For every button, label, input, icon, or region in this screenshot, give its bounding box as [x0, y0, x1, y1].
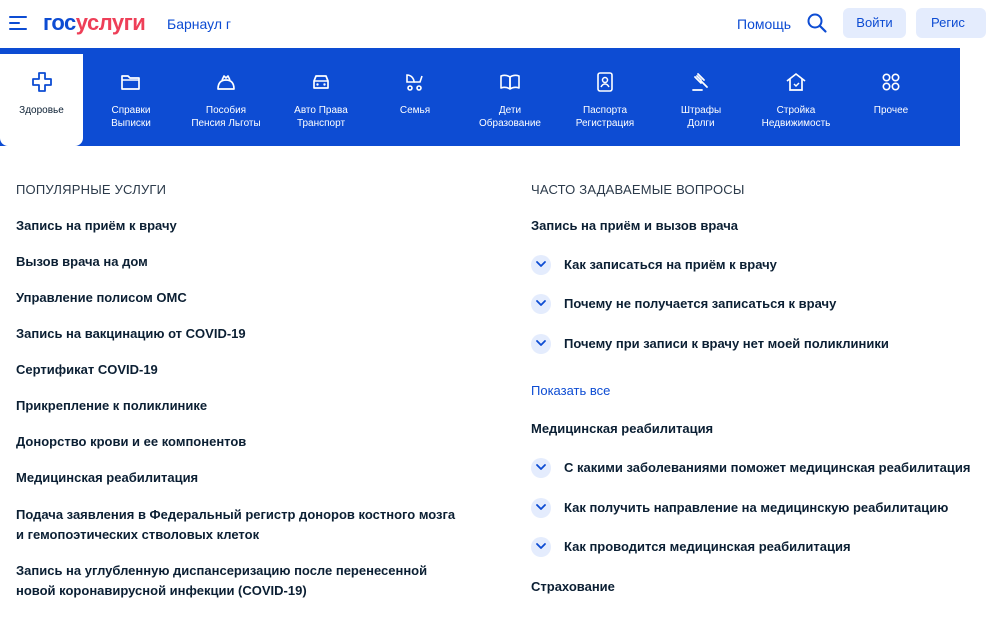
gavel-icon — [689, 70, 713, 94]
service-link[interactable]: Управление полисом ОМС — [16, 290, 187, 305]
nav-item-label: Семья — [399, 105, 431, 116]
logo[interactable] — [43, 10, 145, 36]
nav-item-label: Дети Образование — [479, 105, 541, 129]
service-link[interactable]: Прикрепление к поликлинике — [16, 398, 208, 413]
nav-item-auto[interactable] — [280, 48, 362, 146]
service-link[interactable]: Запись на вакцинацию от COVID-19 — [16, 326, 246, 341]
chevron-down-icon — [531, 334, 551, 354]
register-button[interactable]: Регис — [916, 8, 986, 38]
nav-item-health[interactable] — [0, 54, 83, 146]
service-link[interactable]: Сертификат COVID-19 — [16, 362, 158, 377]
service-link[interactable]: Запись на приём к врачу — [16, 218, 177, 233]
popular-services-title: ПОПУЛЯРНЫЕ УСЛУГИ — [16, 182, 167, 197]
folder-icon — [119, 70, 143, 94]
nav-item-certificates[interactable] — [90, 48, 172, 146]
stroller-icon — [403, 70, 427, 94]
car-icon — [309, 70, 333, 94]
chevron-down-icon — [531, 498, 551, 518]
chevron-down-icon — [531, 458, 551, 478]
nav-item-label: Здоровье — [19, 105, 64, 116]
faq-question-text: Как получить направление на медицинскую реабилитацию — [564, 500, 949, 515]
faq-group-title: Медицинская реабилитация — [531, 421, 714, 436]
nav-item-label: Стройка Недвижимость — [761, 105, 831, 129]
passport-icon — [593, 70, 617, 94]
house-icon — [784, 70, 808, 94]
wallet-icon — [214, 70, 238, 94]
chevron-down-icon — [531, 255, 551, 275]
service-link[interactable]: Медицинская реабилитация — [16, 470, 199, 485]
search-icon[interactable] — [806, 12, 828, 34]
faq-question-text: С какими заболеваниями поможет медицинская реабилитация — [564, 460, 971, 475]
chevron-down-icon — [531, 294, 551, 314]
faq-title: ЧАСТО ЗАДАВАЕМЫЕ ВОПРОСЫ — [531, 182, 745, 197]
grid-icon — [879, 70, 903, 94]
faq-question-text: Почему при записи к врачу нет моей поликлиники — [564, 336, 889, 351]
nav-item-family[interactable] — [374, 48, 456, 146]
category-nav — [0, 48, 960, 146]
nav-item-children[interactable] — [468, 48, 552, 146]
login-button[interactable]: Войти — [843, 8, 906, 38]
service-link[interactable]: Запись на углубленную диспансеризацию после перенесенной новой коронавирусной инфекции (COVID-19) — [16, 563, 428, 598]
logo-part-gos: гос — [43, 10, 76, 35]
nav-item-realty[interactable] — [752, 48, 840, 146]
faq-group-title: Запись на приём и вызов врача — [531, 218, 738, 233]
city-selector[interactable]: Барнаул г — [167, 16, 231, 32]
logo-part-uslugi: услуги — [75, 10, 146, 35]
chevron-down-icon — [531, 537, 551, 557]
nav-item-fines[interactable] — [660, 48, 742, 146]
faq-question-text: Почему не получается записаться к врачу — [564, 296, 837, 311]
nav-item-benefits[interactable] — [184, 48, 268, 146]
service-link[interactable]: Вызов врача на дом — [16, 254, 148, 269]
menu-icon[interactable] — [9, 15, 29, 31]
nav-item-label: Штрафы Долги — [680, 105, 722, 129]
nav-item-label: Авто Права Транспорт — [294, 105, 348, 129]
nav-item-label: Прочее — [873, 105, 909, 116]
nav-item-label: Пособия Пенсия Льготы — [191, 105, 261, 129]
nav-item-label: Справки Выписки — [111, 105, 151, 129]
nav-item-label: Паспорта Регистрация — [575, 105, 635, 129]
faq-question-text: Как записаться на приём к врачу — [564, 257, 777, 272]
book-icon — [498, 70, 522, 94]
show-all-link[interactable]: Показать все — [531, 383, 611, 398]
nav-item-other[interactable] — [852, 48, 930, 146]
service-link[interactable]: Донорство крови и ее компонентов — [16, 434, 247, 449]
header — [0, 0, 965, 48]
help-link[interactable]: Помощь — [737, 16, 792, 32]
nav-item-passport[interactable] — [564, 48, 646, 146]
service-link[interactable]: Подача заявления в Федеральный регистр доноров костного мозга и гемопоэтических стволовых клеток — [16, 507, 456, 542]
plus-icon — [30, 70, 54, 94]
faq-group-title: Страхование — [531, 579, 615, 594]
faq-question-text: Как проводится медицинская реабилитация — [564, 539, 851, 554]
